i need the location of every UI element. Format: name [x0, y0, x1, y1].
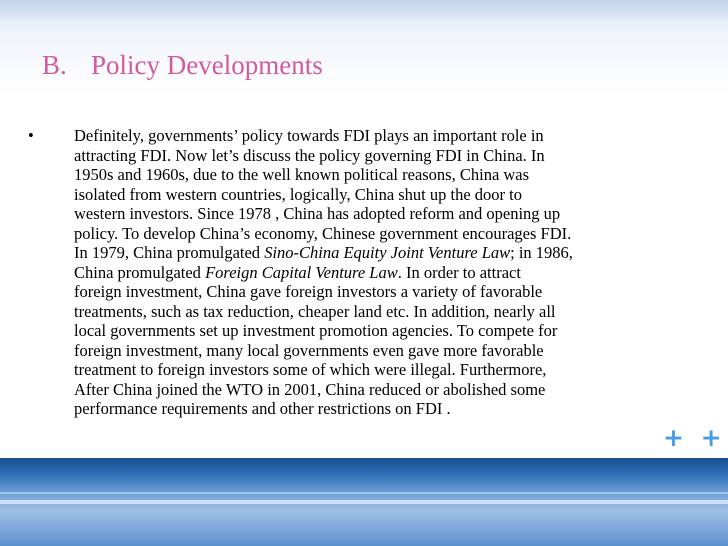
law-title-foreign-capital: Foreign Capital Venture Law [205, 262, 398, 282]
text-line-15: performance requirements and other restrictions on FDI . [74, 399, 451, 418]
text-line-2: attracting FDI. Now let’s discuss the policy governing FDI in China. In [74, 145, 545, 165]
text-line-13: treatment to foreign investors some of which were illegal. Furthermore, [74, 360, 547, 379]
text-line-7-end: ; in 1986, [510, 243, 573, 262]
list-item [28, 126, 690, 419]
top-gradient-band [0, 0, 728, 22]
text-line-12: foreign investment, many local governments even gave more favorable [74, 340, 544, 360]
bottom-highlight-stripe-thin [0, 492, 728, 494]
text-line-9: foreign investment, China gave foreign investors a variety of favorable [74, 282, 543, 301]
slide-heading [42, 50, 323, 81]
text-line-4: isolated from western countries, logically, China shut up the door to [74, 184, 523, 204]
text-line-7 [74, 243, 690, 263]
heading-number: B. [42, 50, 67, 80]
text-line-7-start: In 1979, China promulgated [74, 243, 265, 262]
text-line-10: treatments, such as tax reduction, cheaper land etc. In addition, nearly all [74, 301, 556, 321]
text-line-6: policy. To develop China’s economy, Chinese government encourages FDI. [74, 223, 572, 243]
bullet-marker: • [28, 126, 34, 145]
text-line-8-start: China promulgated [74, 262, 206, 282]
text-line-8-end: . In order to attract [397, 262, 521, 282]
text-line-8 [74, 263, 690, 283]
text-line-11: local governments set up investment promotion agencies. To compete for [74, 321, 558, 340]
text-line-14: After China joined the WTO in 2001, China reduced or abolished some [74, 379, 546, 399]
heading-title: Policy Developments [91, 50, 323, 80]
bullet-paragraph [74, 126, 690, 419]
plus-decoration-icon: + + [663, 423, 726, 452]
text-line-5: western investors. Since 1978 , China has adopted reform and opening up [74, 204, 561, 223]
text-line-1: Definitely, governments’ policy towards FDI plays an important role in [74, 126, 544, 145]
bullet-list [28, 126, 690, 419]
law-title-sino-china: Sino-China Equity Joint Venture Law [264, 243, 511, 262]
bottom-highlight-stripe [0, 500, 728, 504]
text-line-3: 1950s and 1960s, due to the well known political reasons, China was [74, 165, 530, 184]
